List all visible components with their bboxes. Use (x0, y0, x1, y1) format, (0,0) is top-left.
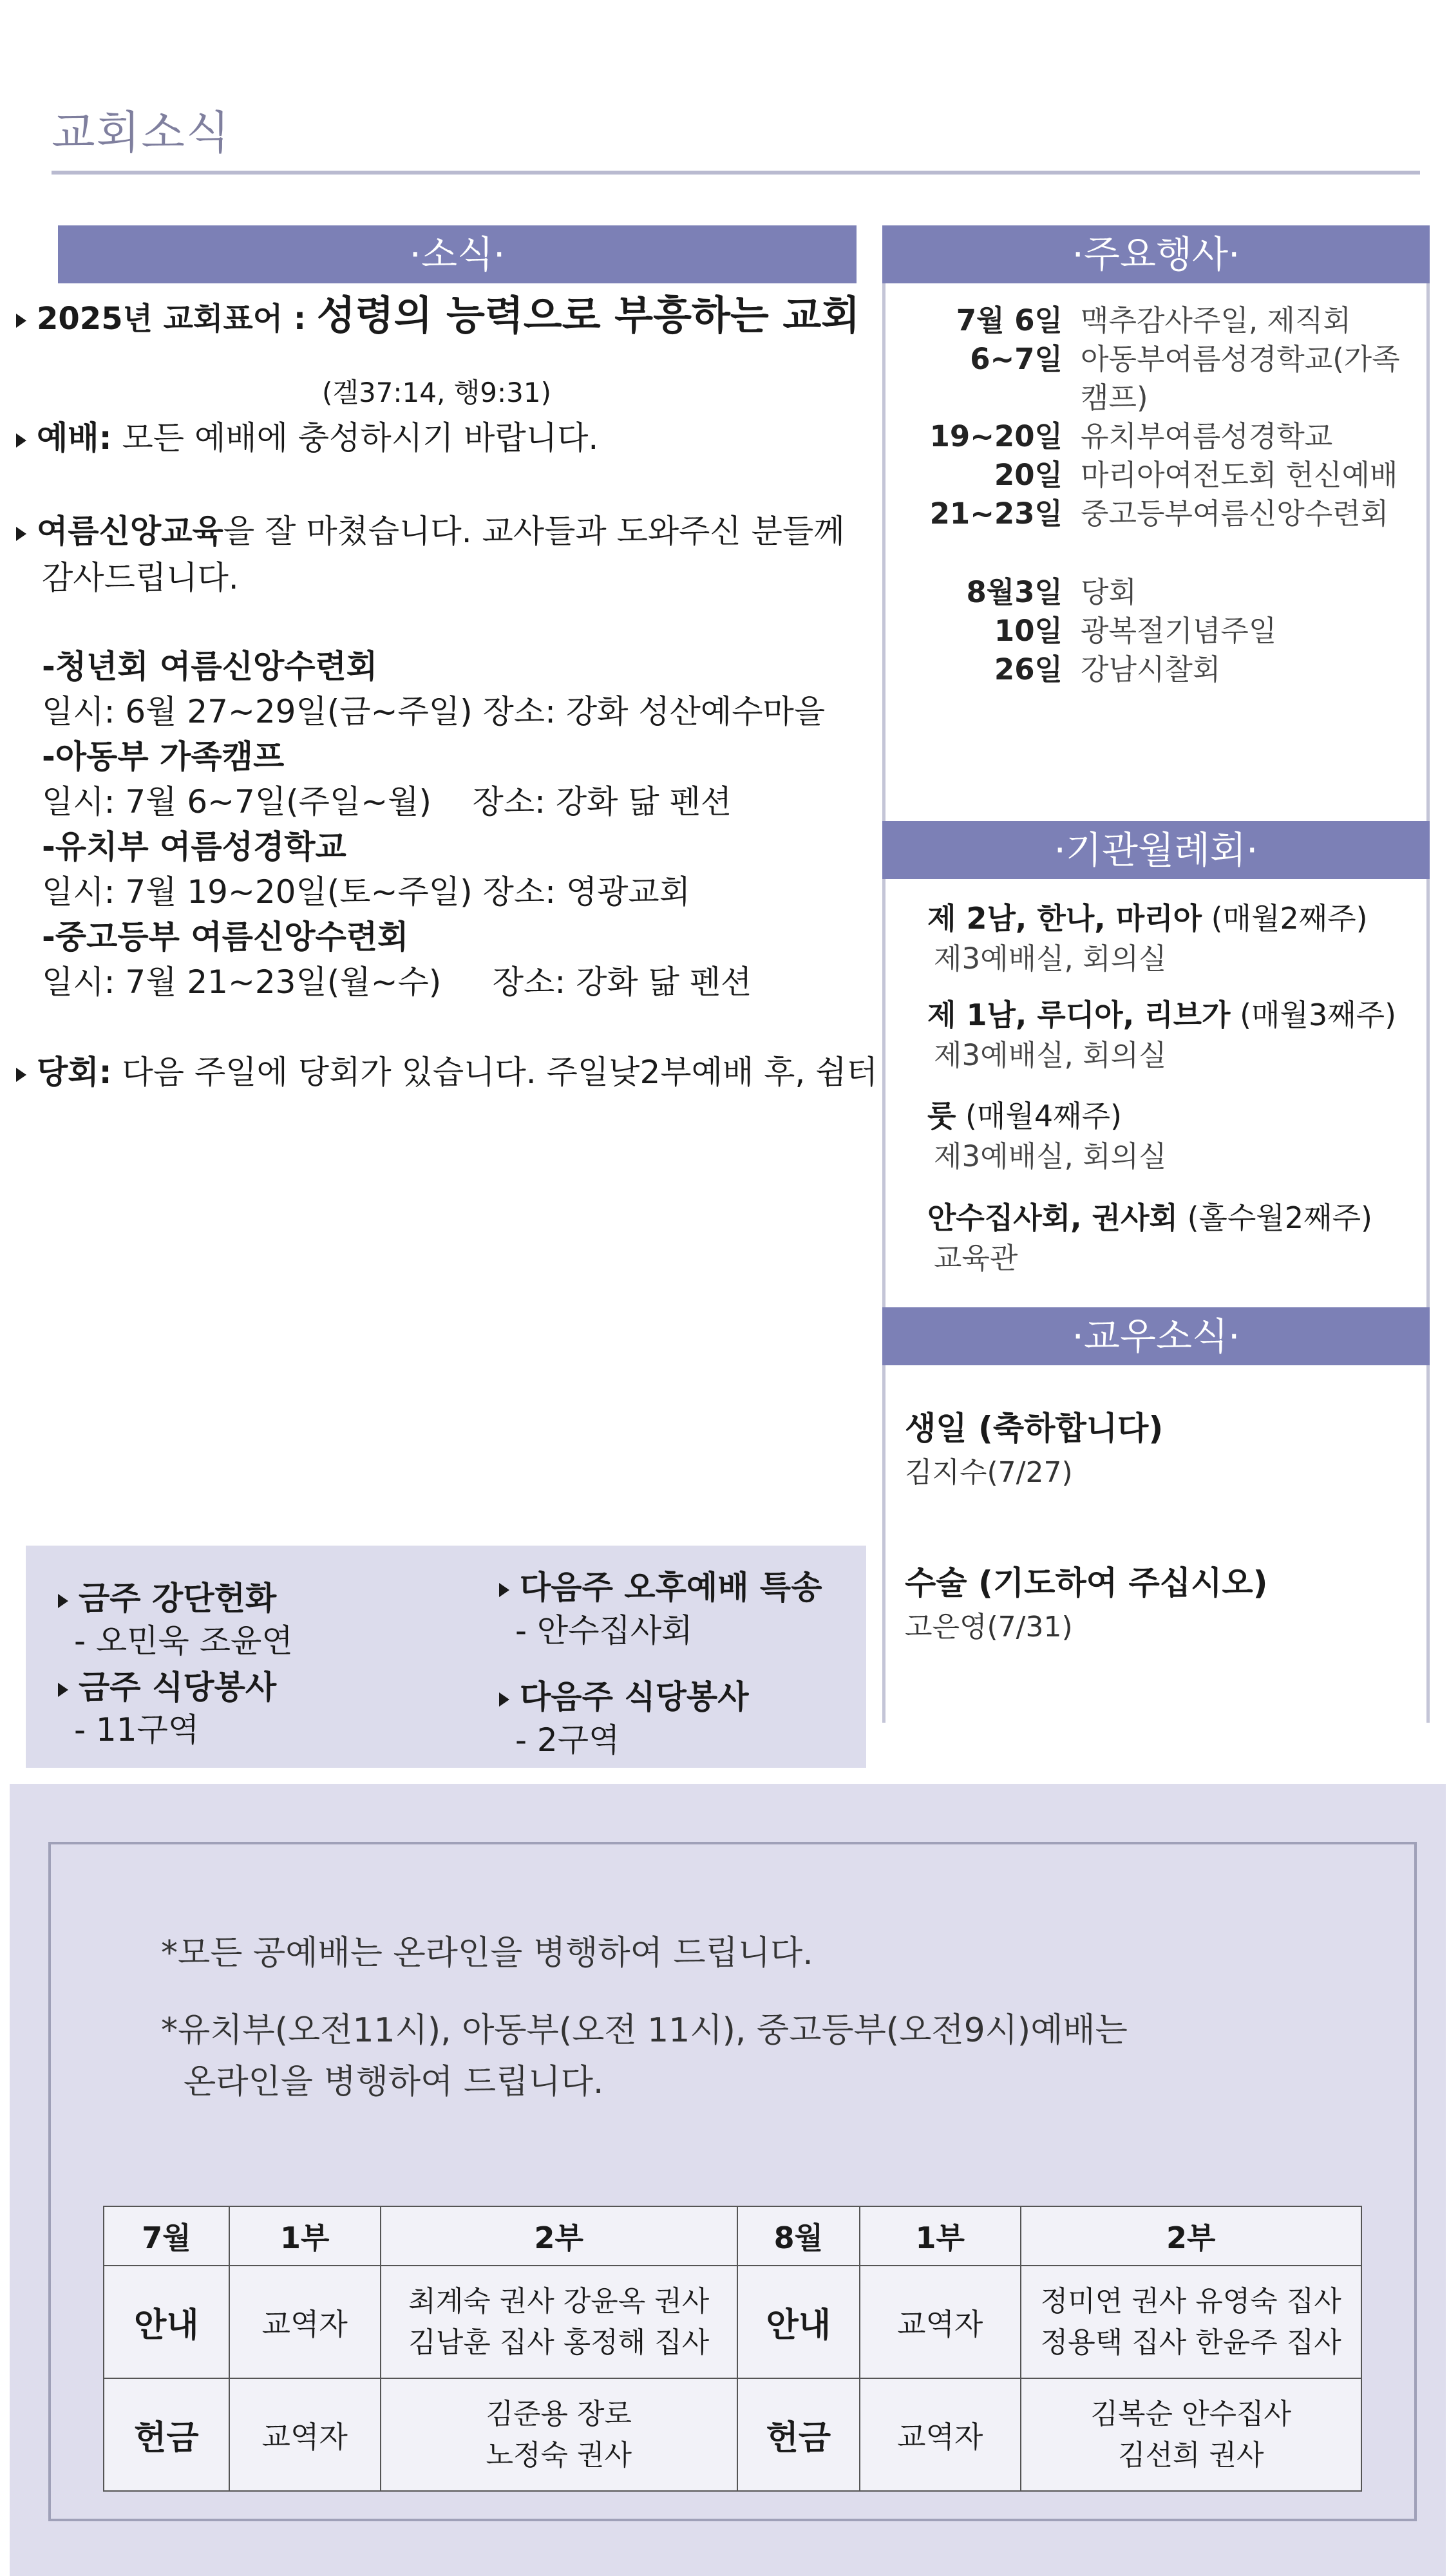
org-meeting-schedule: (매월2째주) (1202, 901, 1368, 936)
cell-line: 김복순 안수집사 (1090, 2397, 1292, 2430)
kitchen-names: - 11구역 (74, 1711, 200, 1748)
bullet-icon (16, 1068, 26, 1082)
event-date: 26일 (994, 652, 1063, 687)
table-cell (381, 2378, 737, 2491)
page-title: 교회소식 (52, 106, 231, 159)
cell-line: 정용택 집사 한윤주 집사 (1040, 2325, 1341, 2359)
birthday-title: 생일 (축하합니다) (905, 1410, 1164, 1447)
event-name: 캠프) (1081, 381, 1148, 415)
camp-title: -청년회 여름신앙수련회 (42, 648, 378, 685)
table-row (104, 2266, 1361, 2378)
bullet-icon (58, 1683, 68, 1697)
org-meeting-schedule: (매월4째주) (956, 1099, 1122, 1133)
org-meeting-schedule: (매월3째주) (1230, 998, 1397, 1032)
title-divider (52, 171, 1420, 175)
bullet-icon (16, 314, 26, 328)
online-notice-2: *유치부(오전11시), 아동부(오전 11시), 중고등부(오전9시)예배는 (161, 2011, 1128, 2050)
event-name: 유치부여름성경학교 (1081, 419, 1333, 453)
row-label: 안내 (104, 2266, 229, 2378)
council-label: 당회: (37, 1054, 112, 1091)
member-news-header: ·교우소식· (882, 1307, 1430, 1365)
online-notice-1: *모든 공예배는 온라인을 병행하여 드립니다. (161, 1934, 813, 1973)
header-cell: 2부 (381, 2206, 737, 2266)
kitchen-title: 금주 식당봉사 (79, 1669, 277, 1706)
cell-line: 노정숙 권사 (486, 2438, 632, 2472)
event-date: 7월 6일 (956, 303, 1063, 337)
row-label: 헌금 (104, 2378, 229, 2491)
org-meeting-place: 제3예배실, 회의실 (934, 1139, 1167, 1173)
bullet-icon (16, 527, 26, 541)
event-name: 아동부여름성경학교(가족 (1081, 342, 1400, 376)
table-cell (1021, 2378, 1361, 2491)
org-meeting-place: 교육관 (934, 1241, 1018, 1275)
event-row (886, 301, 1351, 340)
org-meeting-name: 안수집사회, 권사회 (927, 1200, 1178, 1235)
org-meeting-name: 제 1남, 루디아, 리브가 (927, 998, 1231, 1032)
motto-line (16, 293, 860, 341)
event-row (886, 379, 1148, 417)
event-row (886, 573, 1137, 612)
education-label: 여름신앙교육 (37, 513, 223, 550)
event-row (886, 417, 1332, 456)
event-date: 10일 (994, 614, 1063, 648)
org-meeting-item (927, 1195, 1372, 1237)
council-text: 다음 주일에 당회가 있습니다. 주일낮2부예배 후, 쉼터 (111, 1054, 878, 1091)
next-kitchen-line (499, 1671, 749, 1718)
worship-text: 모든 예배에 충성하시기 바랍니다. (111, 419, 599, 457)
event-date: 20일 (994, 458, 1063, 492)
events-header: ·주요행사· (882, 225, 1430, 283)
event-date: 19~20일 (929, 419, 1063, 453)
header-cell: 7월 (104, 2206, 229, 2266)
event-name: 강남시찰회 (1081, 652, 1221, 687)
org-meeting-name: 제 2남, 한나, 마리아 (927, 901, 1202, 936)
event-row (886, 456, 1397, 495)
cell-line: 김선희 권사 (1118, 2438, 1264, 2472)
service-schedule-table (103, 2206, 1362, 2492)
news-header: ·소식· (58, 225, 857, 283)
table-row (104, 2378, 1361, 2491)
org-meetings-header: ·기관월례회· (882, 821, 1430, 879)
event-name: 마리아여전도회 헌신예배 (1081, 458, 1398, 492)
event-date: 21~23일 (929, 497, 1063, 531)
online-notice-3: 온라인을 병행하여 드립니다. (184, 2063, 604, 2101)
event-row (886, 612, 1276, 650)
cell-line: 김준용 장로 (486, 2397, 632, 2430)
event-row (886, 495, 1388, 533)
flowers-names: - 오민욱 조윤연 (74, 1622, 293, 1660)
header-cell: 8월 (737, 2206, 860, 2266)
table-header-row (104, 2206, 1361, 2266)
table-cell (381, 2266, 737, 2378)
org-meeting-schedule: (홀수월2째주) (1177, 1200, 1372, 1235)
event-name: 당회 (1081, 575, 1137, 609)
worship-line (16, 415, 598, 460)
next-kitchen-names: - 2구역 (515, 1721, 620, 1759)
education-line (16, 509, 845, 554)
flowers-line (58, 1573, 276, 1619)
org-meeting-item (927, 992, 1396, 1034)
cell-line: 김남훈 집사 홍정해 집사 (408, 2325, 710, 2359)
motto-prefix: 2025년 교회표어 : (37, 301, 317, 337)
next-kitchen-title: 다음주 식당봉사 (520, 1678, 749, 1716)
event-name: 광복절기념주일 (1081, 614, 1277, 648)
table-cell: 교역자 (229, 2378, 381, 2491)
header-cell: 1부 (229, 2206, 381, 2266)
flowers-title: 금주 강단헌화 (79, 1580, 277, 1617)
motto-text: 성령의 능력으로 부흥하는 교회 (316, 292, 860, 339)
worship-label: 예배: (37, 419, 112, 457)
org-meeting-place: 제3예배실, 회의실 (934, 1038, 1167, 1072)
cell-line: 최계숙 권사 강윤옥 권사 (408, 2284, 710, 2318)
table-cell: 교역자 (860, 2266, 1021, 2378)
bullet-icon (16, 433, 26, 448)
birthday-names: 김지수(7/27) (905, 1456, 1073, 1489)
education-text: 을 잘 마쳤습니다. 교사들과 도와주신 분들께 (223, 513, 845, 550)
org-meeting-place: 제3예배실, 회의실 (934, 942, 1167, 976)
member-news-box (882, 1307, 1430, 1723)
camp-title: -유치부 여름성경학교 (42, 828, 346, 866)
surgery-title: 수술 (기도하여 주십시오) (905, 1564, 1268, 1602)
camp-title: -중고등부 여름신앙수련회 (42, 918, 409, 956)
council-line (16, 1050, 878, 1095)
event-row (886, 650, 1220, 689)
bullet-icon (58, 1594, 68, 1608)
event-row (886, 340, 1400, 379)
next-special-line (499, 1562, 822, 1608)
education-text-2: 감사드립니다. (42, 559, 239, 596)
motto-reference: (겔37:14, 행9:31) (322, 377, 551, 408)
header-cell: 2부 (1021, 2206, 1361, 2266)
row-label: 헌금 (737, 2378, 860, 2491)
row-label: 안내 (737, 2266, 860, 2378)
org-meeting-item (927, 895, 1368, 938)
camp-detail: 일시: 6월 27~29일(금~주일) 장소: 강화 성산예수마을 (42, 693, 826, 730)
next-special-title: 다음주 오후예배 특송 (520, 1569, 822, 1606)
kitchen-line (58, 1662, 276, 1708)
surgery-names: 고은영(7/31) (905, 1611, 1073, 1643)
table-cell: 교역자 (860, 2378, 1021, 2491)
camp-detail: 일시: 7월 19~20일(토~주일) 장소: 영광교회 (42, 873, 691, 911)
camp-detail: 일시: 7월 6~7일(주일~월) 장소: 강화 닮 펜션 (42, 783, 732, 820)
event-name: 맥추감사주일, 제직회 (1081, 303, 1351, 337)
camp-detail: 일시: 7월 21~23일(월~수) 장소: 강화 닮 펜션 (42, 963, 752, 1001)
bullet-icon (499, 1583, 509, 1597)
event-name: 중고등부여름신앙수련회 (1081, 497, 1389, 531)
event-date: 6~7일 (970, 342, 1063, 376)
cell-line: 정미연 권사 유영숙 집사 (1040, 2284, 1341, 2318)
next-special-names: - 안수집사회 (515, 1612, 693, 1649)
header-cell: 1부 (860, 2206, 1021, 2266)
table-cell: 교역자 (229, 2266, 381, 2378)
bullet-icon (499, 1692, 509, 1707)
camp-title: -아동부 가족캠프 (42, 738, 285, 775)
table-cell (1021, 2266, 1361, 2378)
org-meeting-name: 룻 (927, 1099, 956, 1133)
event-date: 8월3일 (966, 575, 1063, 609)
org-meeting-item (927, 1093, 1122, 1135)
duty-box (26, 1546, 866, 1768)
